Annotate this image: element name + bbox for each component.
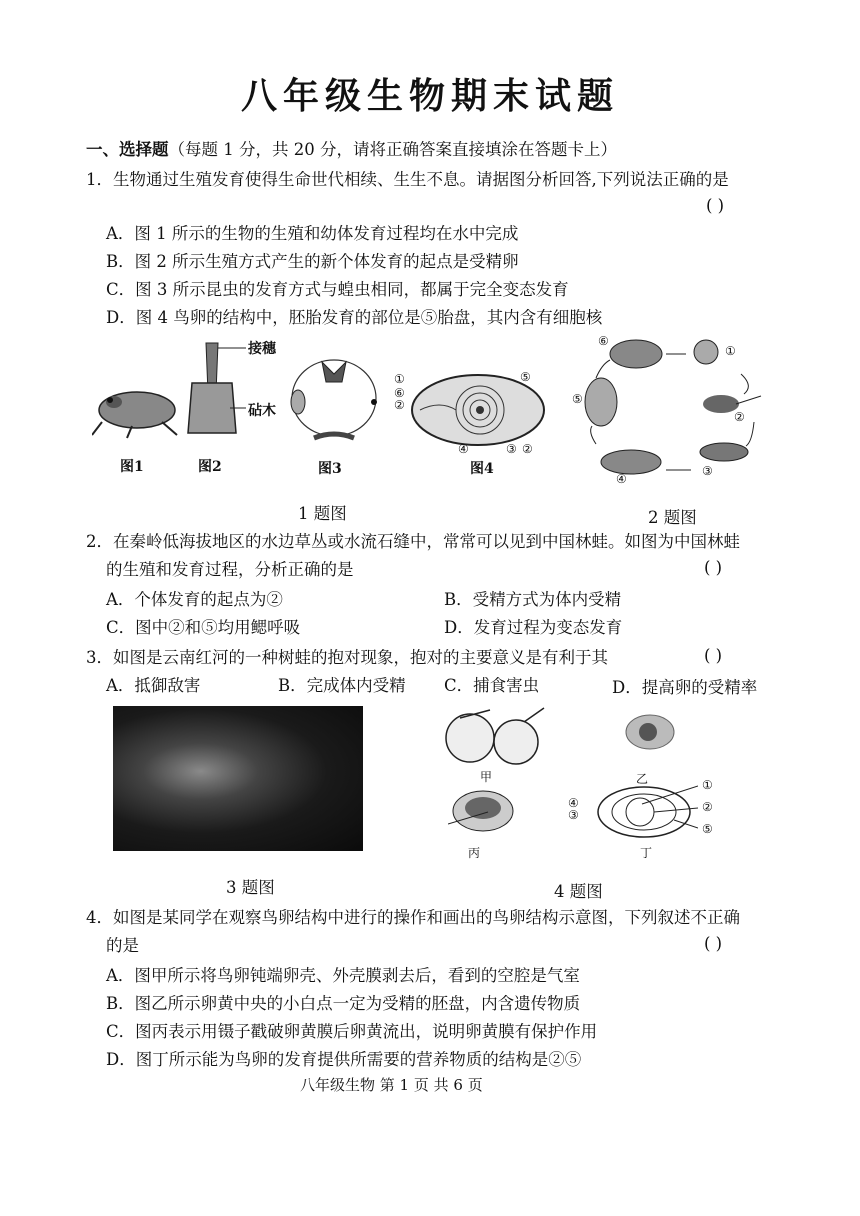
egg-jia-label: 甲 (480, 770, 493, 784)
frog-lifecycle-figure (566, 334, 766, 484)
q3-option-d: D．提高卵的受精率 (612, 678, 758, 697)
q3-stem: 3．如图是云南红河的一种树蛙的抱对现象，抱对的主要意义是有利于其 (86, 648, 608, 667)
q1-option-a: A．图 1 所示的生物的生殖和幼体发育过程均在水中完成 (106, 224, 519, 243)
q2-stem-line1: 2．在秦岭低海拔地区的水边草丛或水流石缝中，常常可以见到中国林蛙。如图为中国林蛙 (86, 532, 740, 551)
egg-yi-figure (622, 712, 678, 752)
cycle-label-6: ⑥ (598, 334, 609, 348)
egg-label-3: ③ (506, 442, 517, 456)
q3-option-b: B．完成体内受精 (278, 676, 406, 695)
egg-jia-figure (440, 704, 552, 766)
insect-lifecycle-figure (284, 352, 384, 446)
q2-figure-caption: 2 题图 (648, 508, 697, 527)
frog-figure (92, 380, 182, 440)
q4-option-c: C．图丙表示用镊子戳破卵黄膜后卵黄流出，说明卵黄膜有保护作用 (106, 1022, 598, 1041)
q4-stem-line1: 4．如图是某同学在观察鸟卵结构中进行的操作和画出的鸟卵结构示意图，下列叙述不正确 (86, 908, 740, 927)
q1-option-d: D．图 4 鸟卵的结构中，胚胎发育的部位是⑤胎盘，其内含有细胞核 (106, 308, 603, 327)
egg-ding-figure (594, 782, 698, 840)
q4-figure-caption: 4 题图 (554, 882, 603, 901)
ding-label-2: ② (702, 800, 713, 814)
egg-ding-label: 丁 (640, 846, 653, 860)
egg-bing-label: 丙 (468, 846, 481, 860)
ding-label-4: ④ (568, 796, 579, 810)
q3-option-a: A．抵御敌害 (106, 676, 201, 695)
q2-option-a: A．个体发育的起点为② (106, 590, 283, 609)
q3-figure-caption: 3 题图 (226, 878, 275, 897)
cycle-label-3: ③ (702, 464, 713, 478)
scion-label: 接穗 (248, 341, 276, 357)
egg-label-2b: ② (522, 442, 533, 456)
q2-option-b: B．受精方式为体内受精 (444, 590, 622, 609)
egg-label-6: ⑥ (394, 386, 405, 400)
q1-answer-paren: ( ) (706, 196, 725, 215)
page-title: 八年级生物期末试题 (240, 75, 619, 117)
ding-label-1: ① (702, 778, 713, 792)
section-heading: 一、选择题 (86, 140, 169, 159)
grafting-figure (180, 338, 250, 438)
egg-label-2: ② (394, 398, 405, 412)
q2-option-c: C．图中②和⑤均用鳃呼吸 (106, 618, 301, 637)
q4-option-b: B．图乙所示卵黄中央的小白点一定为受精的胚盘，内含遗传物质 (106, 994, 581, 1013)
q2-option-d: D．发育过程为变态发育 (444, 618, 623, 637)
cycle-label-4: ④ (616, 472, 627, 486)
cycle-label-5: ⑤ (572, 392, 583, 406)
fig1-caption: 图1 (120, 459, 144, 475)
q3-option-c: C．捕食害虫 (444, 676, 540, 695)
page-footer: 八年级生物 第 1 页 共 6 页 (300, 1076, 483, 1094)
q2-stem-line2: 的生殖和发育过程，分析正确的是 (106, 560, 354, 579)
q4-answer-paren: ( ) (704, 934, 723, 953)
rootstock-label: 砧木 (248, 403, 276, 419)
q1-stem: 1．生物通过生殖发育使得生命世代相续、生生不息。请据图分析回答,下列说法正确的是 (86, 170, 729, 189)
fig2-caption: 图2 (198, 459, 222, 475)
fig4-caption: 图4 (470, 461, 494, 477)
cycle-label-1: ① (725, 344, 736, 358)
fig3-caption: 图3 (318, 461, 342, 477)
q1-option-c: C．图 3 所示昆虫的发育方式与蝗虫相同，都属于完全变态发育 (106, 280, 569, 299)
tree-frog-photo (113, 706, 363, 851)
egg-yi-label: 乙 (636, 772, 649, 786)
q4-option-a: A．图甲所示将鸟卵钝端卵壳、外壳膜剥去后，看到的空腔是气室 (106, 966, 580, 985)
cycle-label-2: ② (734, 410, 745, 424)
section-header (86, 136, 617, 160)
q3-answer-paren: ( ) (704, 646, 723, 665)
egg-bing-figure (448, 786, 518, 836)
egg-label-5: ⑤ (520, 370, 531, 384)
q2-answer-paren: ( ) (704, 558, 723, 577)
ding-label-3: ③ (568, 808, 579, 822)
q1-figure-caption: 1 题图 (298, 504, 347, 523)
section-note: （每题 1 分，共 20 分，请将正确答案直接填涂在答题卡上） (168, 140, 617, 159)
egg-label-4: ④ (458, 442, 469, 456)
egg-label-1: ① (394, 372, 405, 386)
ding-label-5: ⑤ (702, 822, 713, 836)
q1-option-b: B．图 2 所示生殖方式产生的新个体发育的起点是受精卵 (106, 252, 519, 271)
q4-stem-line2: 的是 (106, 936, 139, 955)
q4-option-d: D．图丁所示能为鸟卵的发育提供所需要的营养物质的结构是②⑤ (106, 1050, 582, 1069)
